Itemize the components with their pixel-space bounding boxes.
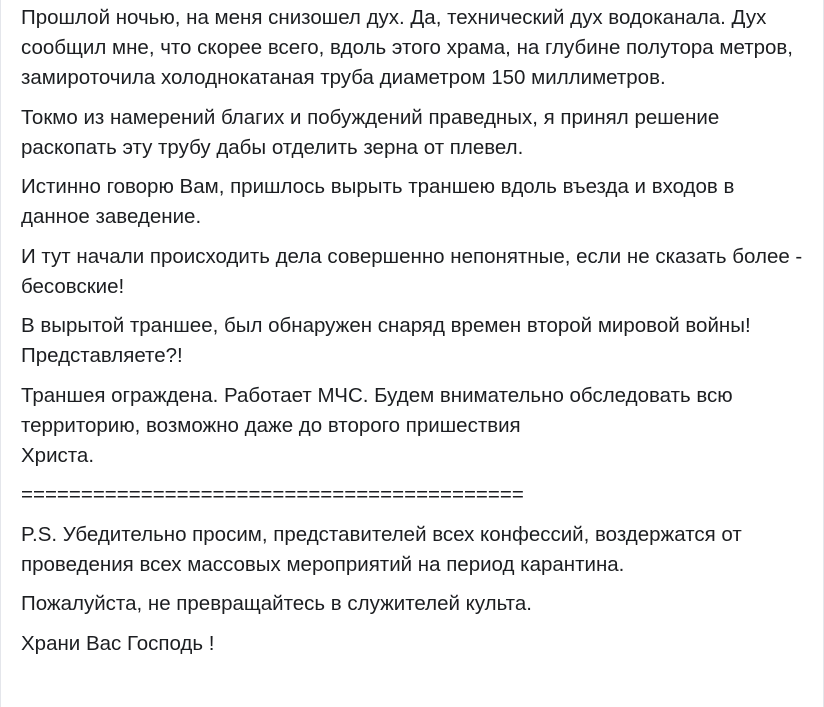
paragraph-please: Пожалуйста, не превращайтесь в служителей культа. <box>21 592 532 615</box>
paragraph-decision: Токмо из намерений благих и побуждений праведных, я принял решение раскопать эту трубу дабы отделить зерна от плевел. <box>21 105 720 159</box>
paragraph-postscript: P.S. Убедительно просим, представителей всех конфессий, воздержатся от проведения всех массовых мероприятий на период карантина. <box>21 522 742 576</box>
paragraph-shell-found: В вырытой траншее, был обнаружен снаряд времен второй мировой войны! Представляете?! <box>21 314 751 367</box>
separator-line: ========================================== <box>21 483 524 506</box>
paragraph-trench: Истинно говорю Вам, пришлось вырыть траншею вдоль въезда и входов в данное заведение. <box>21 175 735 228</box>
paragraph-spirit: Прошлой ночью, на меня снизошел дух. Да, технический дух водоканала. Дух сообщил мне, что скорее всего, вдоль этого храма, на глубине полутора метров, замироточила холоднокатаная труба диаметром 150 миллиметров. <box>21 6 793 89</box>
paragraph-strange-events: И тут начали происходить дела совершенно непонятные, если не сказать более - бесовские! <box>21 244 803 298</box>
paragraph-fenced: Траншея ограждена. Работает МЧС. Будем внимательно обследовать всю территорию, возможно даже до второго пришествия Христа. <box>21 383 733 467</box>
paragraph-blessing: Храни Вас Господь ! <box>21 631 215 655</box>
